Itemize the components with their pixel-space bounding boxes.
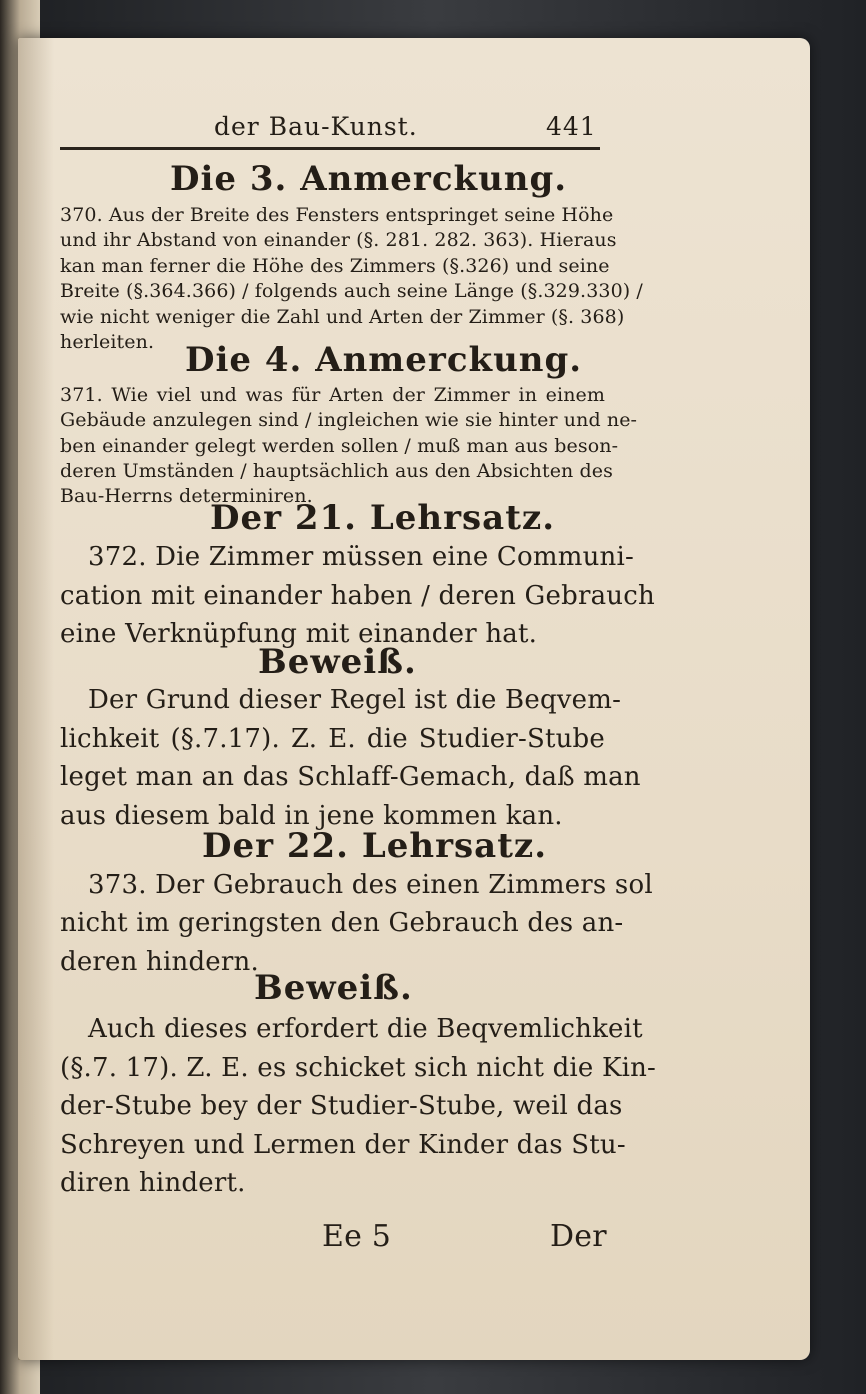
paragraph-372-line: 372. Die Zimmer müssen eine Communi-: [88, 542, 634, 572]
header-rule: [60, 147, 600, 150]
paragraph-371-line: deren Umständen / hauptsächlich aus den Absichten des: [60, 460, 613, 482]
beweis-2-line: der-Stube bey der Studier-Stube, weil das: [60, 1091, 623, 1121]
section-heading-lehrsatz-22: Der 22. Lehrsatz.: [202, 826, 548, 866]
paragraph-371-line: Bau-Herrns determiniren.: [60, 485, 313, 507]
section-heading-beweis-2: Beweiß.: [254, 968, 413, 1008]
paragraph-371-line: ben einander gelegt werden sollen / muß man aus beson-: [60, 435, 619, 457]
page-number: 441: [546, 112, 597, 141]
paragraph-370-line: herleiten.: [60, 331, 155, 353]
beweis-1-line: Der Grund dieser Regel ist die Beqvem-: [88, 685, 622, 715]
section-heading-lehrsatz-21: Der 21. Lehrsatz.: [210, 498, 556, 538]
section-heading-beweis-1: Beweiß.: [258, 642, 417, 682]
section-heading-anmerckung-3: Die 3. Anmerckung.: [170, 159, 568, 199]
beweis-1-line: aus diesem bald in jene kommen kan.: [60, 801, 563, 831]
paragraph-370-line: 370. Aus der Breite des Fensters entspringet seine Höhe: [60, 204, 614, 226]
paragraph-372-line: cation mit einander haben / deren Gebrauch: [60, 581, 655, 611]
paragraph-370-line: kan man ferner die Höhe des Zimmers (§.326) und seine: [60, 255, 610, 277]
catchword: Der: [550, 1219, 607, 1254]
paragraph-371-line: Gebäude anzulegen sind / ingleichen wie sie hinter und ne-: [60, 409, 638, 431]
paragraph-370-line: wie nicht weniger die Zahl und Arten der Zimmer (§. 368): [60, 306, 625, 328]
beweis-2-line: (§.7. 17). Z. E. es schicket sich nicht die Kin-: [60, 1053, 657, 1083]
paragraph-373-line: deren hindern.: [60, 947, 259, 977]
section-heading-anmerckung-4: Die 4. Anmerckung.: [185, 340, 583, 380]
paragraph-372-line: eine Verknüpfung mit einander hat.: [60, 619, 538, 649]
beweis-1-line: leget man an das Schlaff-Gemach, daß man: [60, 762, 641, 792]
beweis-2-line: Schreyen und Lermen der Kinder das Stu-: [60, 1130, 626, 1160]
paragraph-373-line: nicht im geringsten den Gebrauch des an-: [60, 908, 624, 938]
paragraph-370-line: Breite (§.364.366) / folgends auch seine Länge (§.329.330) /: [60, 280, 643, 302]
printer-signature: Ee 5: [322, 1219, 392, 1254]
page-gutter-shadow: [18, 38, 54, 1360]
beweis-2-line: diren hindert.: [60, 1168, 246, 1198]
paragraph-373-line: 373. Der Gebrauch des einen Zimmers sol: [88, 870, 653, 900]
beweis-2-line: Auch dieses erfordert die Beqvemlichkeit: [88, 1014, 643, 1044]
paragraph-370-line: und ihr Abstand von einander (§. 281. 282. 363). Hieraus: [60, 229, 617, 251]
beweis-1-line: lichkeit (§.7.17). Z. E. die Studier-Stube: [60, 724, 605, 754]
paragraph-371-line: 371. Wie viel und was für Arten der Zimmer in einem: [60, 384, 605, 406]
running-head-title: der Bau-Kunst.: [214, 112, 418, 141]
